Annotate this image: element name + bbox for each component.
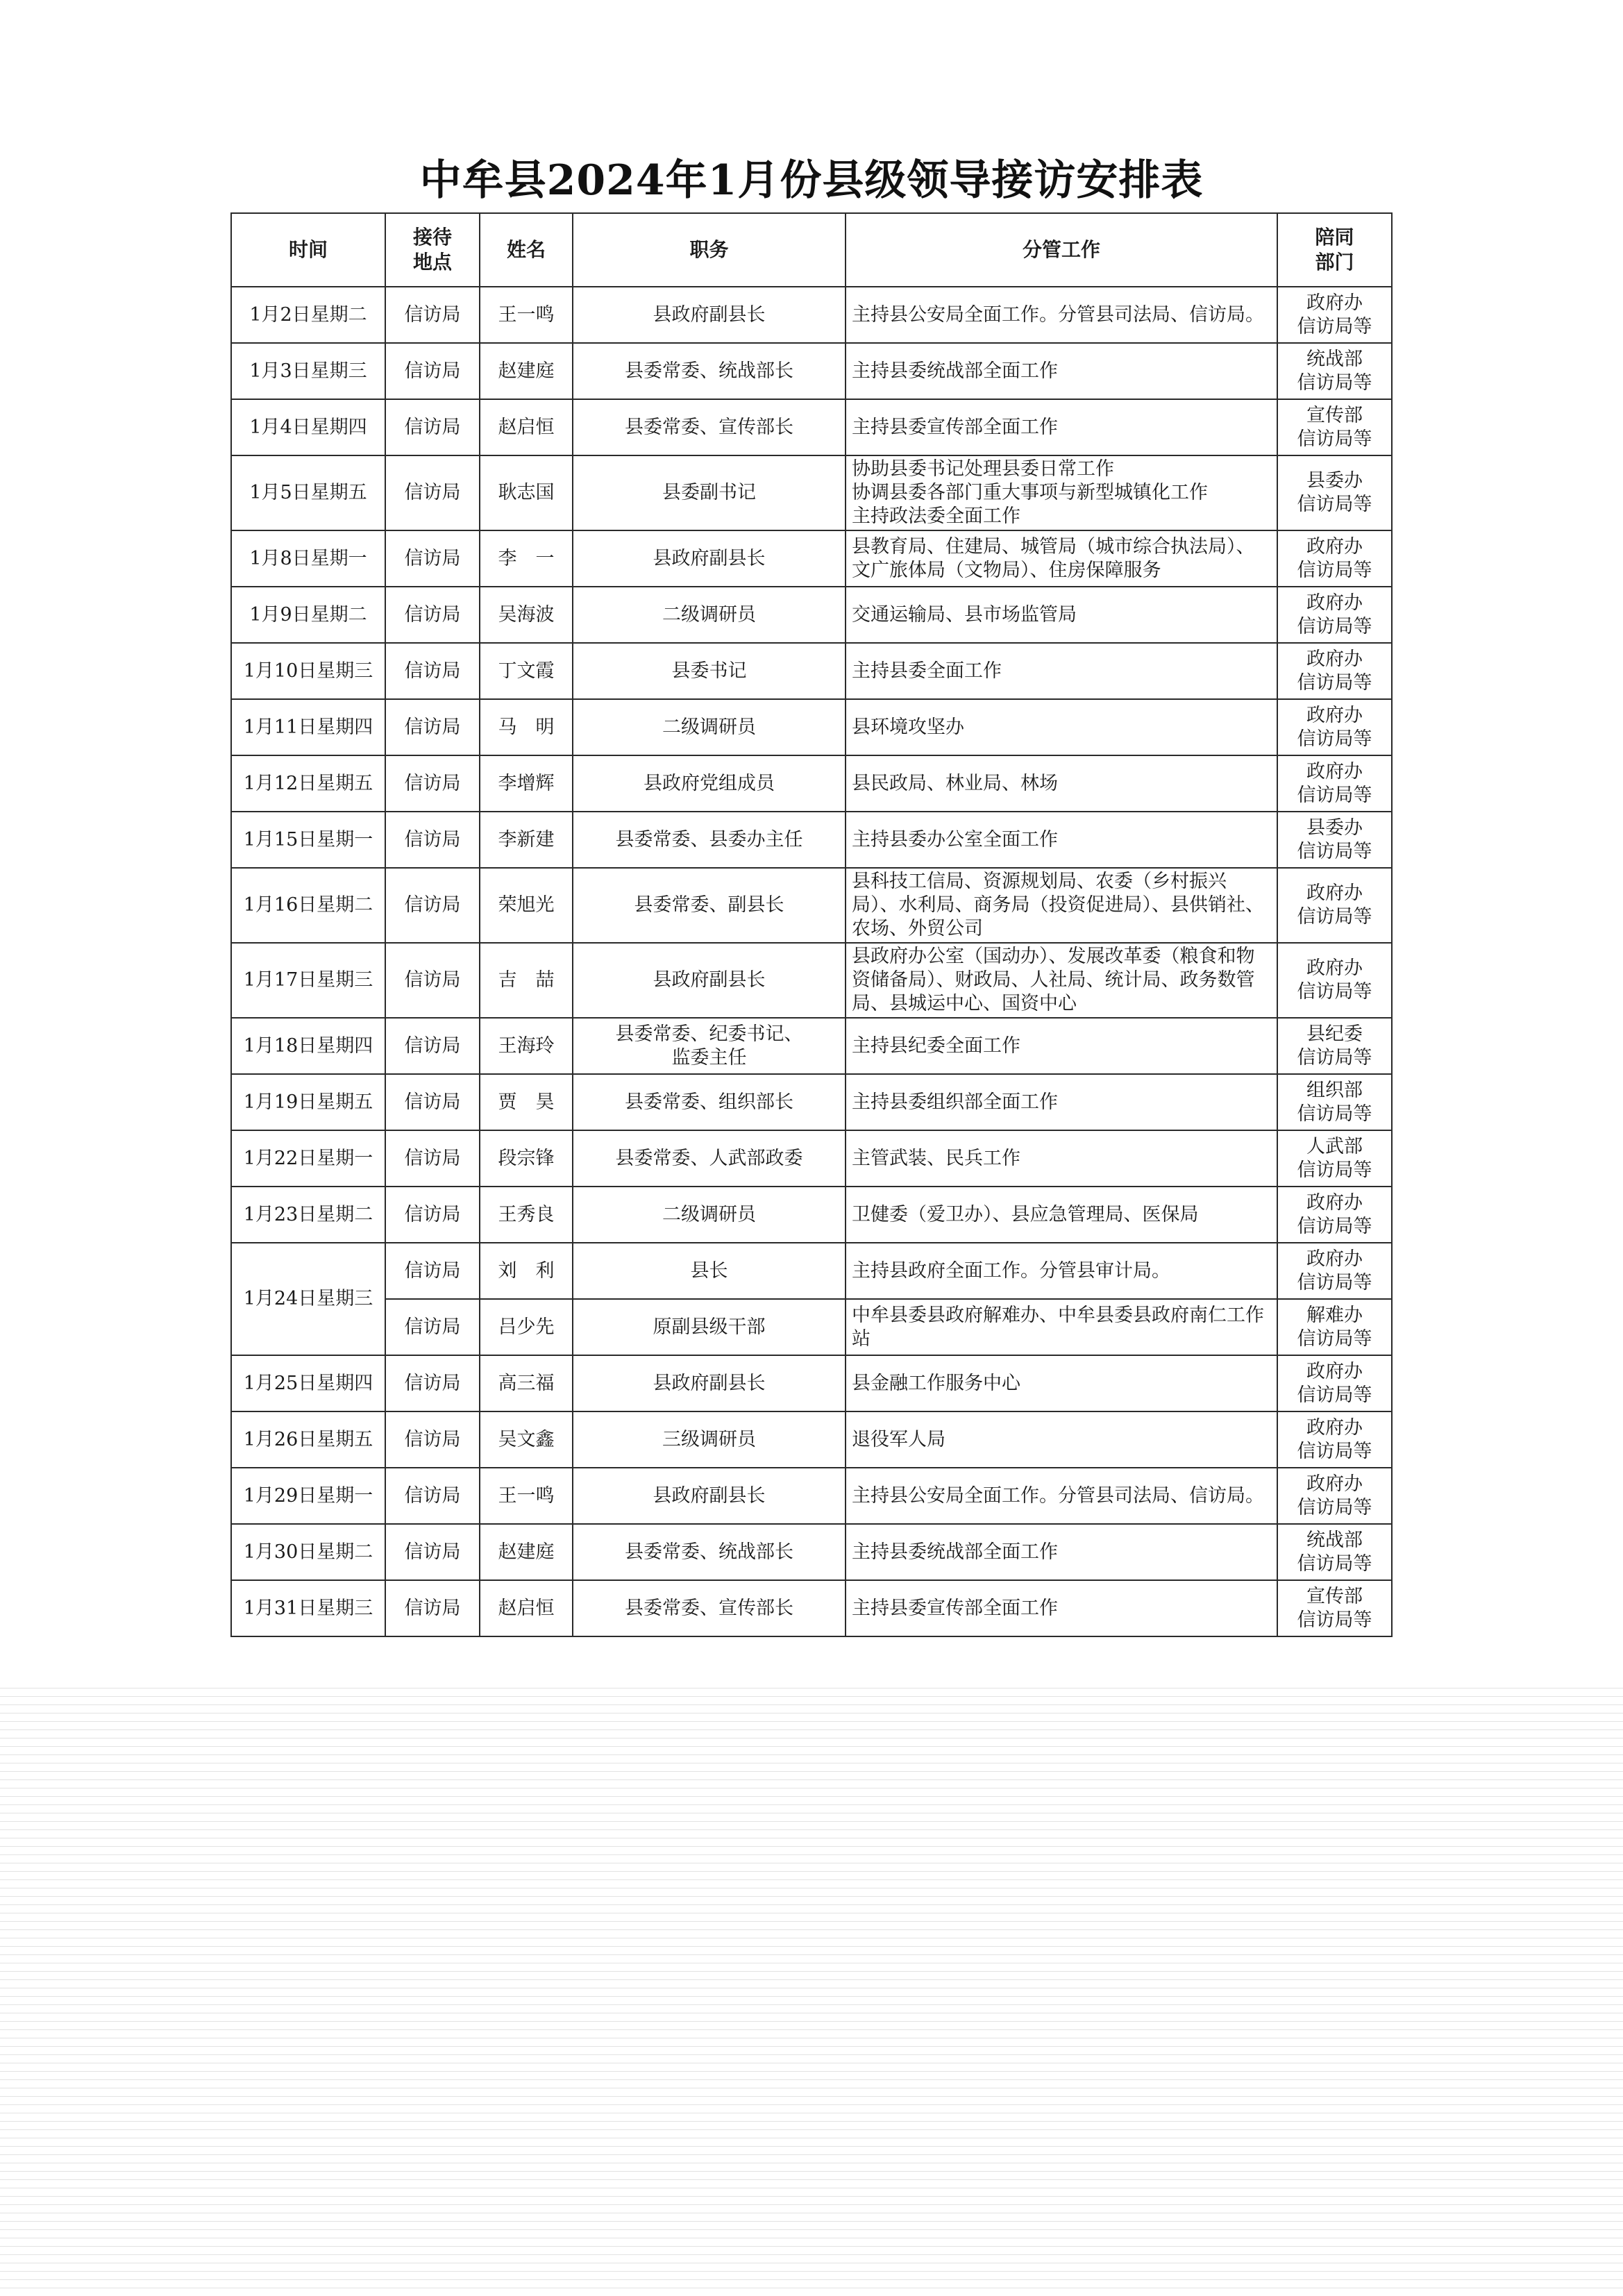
cell-dept: 政府办 信访局等 [1277, 1187, 1392, 1243]
cell-duties: 中牟县委县政府解难办、中牟县委县政府南仁工作站 [846, 1299, 1277, 1355]
cell-dept: 统战部 信访局等 [1277, 1524, 1392, 1580]
table-row [231, 643, 1392, 699]
table-row [231, 587, 1392, 643]
cell-duties: 县民政局、林业局、林场 [846, 755, 1277, 812]
cell-name: 李增辉 [480, 755, 573, 812]
cell-name: 李新建 [480, 812, 573, 868]
cell-dept: 政府办 信访局等 [1277, 1243, 1392, 1299]
cell-location: 信访局 [385, 587, 480, 643]
cell-date: 1月30日星期二 [231, 1524, 385, 1580]
cell-position: 县委常委、纪委书记、 监委主任 [573, 1018, 846, 1074]
table-row [231, 1524, 1392, 1580]
cell-name: 王秀良 [480, 1187, 573, 1243]
cell-position: 二级调研员 [573, 1187, 846, 1243]
cell-dept: 县委办 信访局等 [1277, 455, 1392, 530]
table-row [231, 455, 1392, 530]
cell-position: 县委副书记 [573, 455, 846, 530]
cell-position: 县委常委、副县长 [573, 868, 846, 943]
cell-dept: 政府办 信访局等 [1277, 587, 1392, 643]
cell-name: 赵启恒 [480, 1580, 573, 1636]
cell-date: 1月17日星期三 [231, 943, 385, 1018]
cell-name: 耿志国 [480, 455, 573, 530]
cell-date: 1月31日星期三 [231, 1580, 385, 1636]
cell-position: 县委常委、组织部长 [573, 1074, 846, 1130]
table-row [231, 812, 1392, 868]
cell-duties: 县金融工作服务中心 [846, 1355, 1277, 1411]
cell-dept: 解难办 信访局等 [1277, 1299, 1392, 1355]
table-row [231, 1355, 1392, 1411]
cell-location: 信访局 [385, 643, 480, 699]
cell-dept: 统战部 信访局等 [1277, 343, 1392, 399]
cell-name: 吴文鑫 [480, 1411, 573, 1468]
cell-name: 高三福 [480, 1355, 573, 1411]
cell-position: 三级调研员 [573, 1411, 846, 1468]
table-header-row [231, 213, 1392, 287]
cell-location: 信访局 [385, 812, 480, 868]
cell-date: 1月25日星期四 [231, 1355, 385, 1411]
cell-dept: 组织部 信访局等 [1277, 1074, 1392, 1130]
table-row [231, 1130, 1392, 1187]
cell-location: 信访局 [385, 530, 480, 587]
cell-location: 信访局 [385, 455, 480, 530]
cell-duties: 协助县委书记处理县委日常工作 协调县委各部门重大事项与新型城镇化工作 主持政法委全面工作 [846, 455, 1277, 530]
cell-name: 王一鸣 [480, 1468, 573, 1524]
table-row [231, 1243, 1392, 1299]
cell-location: 信访局 [385, 343, 480, 399]
cell-position: 二级调研员 [573, 587, 846, 643]
cell-position: 县政府副县长 [573, 1355, 846, 1411]
cell-position: 县委常委、统战部长 [573, 343, 846, 399]
cell-date: 1月19日星期五 [231, 1074, 385, 1130]
cell-dept: 政府办 信访局等 [1277, 1411, 1392, 1468]
table-row [231, 530, 1392, 587]
table-row [231, 755, 1392, 812]
cell-date: 1月26日星期五 [231, 1411, 385, 1468]
header-duties: 分管工作 [846, 213, 1277, 287]
cell-name: 王海玲 [480, 1018, 573, 1074]
cell-duties: 主持县委组织部全面工作 [846, 1074, 1277, 1130]
cell-date: 1月29日星期一 [231, 1468, 385, 1524]
table-row [231, 1580, 1392, 1636]
cell-dept: 县委办 信访局等 [1277, 812, 1392, 868]
table-row [231, 343, 1392, 399]
cell-position: 县委常委、人武部政委 [573, 1130, 846, 1187]
table-row [231, 699, 1392, 755]
cell-duties: 主持县政府全面工作。分管县审计局。 [846, 1243, 1277, 1299]
cell-name: 吕少先 [480, 1299, 573, 1355]
cell-duties: 主持县委办公室全面工作 [846, 812, 1277, 868]
cell-duties: 县环境攻坚办 [846, 699, 1277, 755]
cell-name: 赵建庭 [480, 1524, 573, 1580]
cell-name: 赵建庭 [480, 343, 573, 399]
cell-date: 1月22日星期一 [231, 1130, 385, 1187]
table-row [231, 399, 1392, 455]
cell-position: 县政府党组成员 [573, 755, 846, 812]
table-row [231, 1411, 1392, 1468]
cell-date: 1月12日星期五 [231, 755, 385, 812]
cell-position: 县委书记 [573, 643, 846, 699]
cell-date: 1月24日星期三 [231, 1243, 385, 1355]
cell-location: 信访局 [385, 755, 480, 812]
cell-position: 县政府副县长 [573, 1468, 846, 1524]
header-dept: 陪同 部门 [1277, 213, 1392, 287]
cell-name: 吉 喆 [480, 943, 573, 1018]
table-row [231, 1468, 1392, 1524]
cell-name: 段宗锋 [480, 1130, 573, 1187]
cell-location: 信访局 [385, 1018, 480, 1074]
cell-dept: 政府办 信访局等 [1277, 287, 1392, 343]
cell-location: 信访局 [385, 1411, 480, 1468]
cell-dept: 宣传部 信访局等 [1277, 399, 1392, 455]
cell-position: 原副县级干部 [573, 1299, 846, 1355]
cell-dept: 政府办 信访局等 [1277, 1468, 1392, 1524]
cell-dept: 政府办 信访局等 [1277, 868, 1392, 943]
cell-dept: 政府办 信访局等 [1277, 943, 1392, 1018]
table-body [231, 287, 1392, 1636]
cell-location: 信访局 [385, 1243, 480, 1299]
cell-duties: 县科技工信局、资源规划局、农委（乡村振兴局）、水利局、商务局（投资促进局）、县供销社、农场、外贸公司 [846, 868, 1277, 943]
cell-duties: 主持县委统战部全面工作 [846, 1524, 1277, 1580]
cell-position: 县政府副县长 [573, 943, 846, 1018]
cell-name: 李 一 [480, 530, 573, 587]
cell-location: 信访局 [385, 1187, 480, 1243]
cell-location: 信访局 [385, 1580, 480, 1636]
cell-date: 1月23日星期二 [231, 1187, 385, 1243]
cell-duties: 主持县公安局全面工作。分管县司法局、信访局。 [846, 1468, 1277, 1524]
cell-location: 信访局 [385, 1074, 480, 1130]
cell-location: 信访局 [385, 1130, 480, 1187]
table-row [231, 943, 1392, 1018]
cell-date: 1月3日星期三 [231, 343, 385, 399]
table-row [231, 287, 1392, 343]
cell-date: 1月15日星期一 [231, 812, 385, 868]
cell-duties: 主管武装、民兵工作 [846, 1130, 1277, 1187]
cell-dept: 县纪委 信访局等 [1277, 1018, 1392, 1074]
cell-date: 1月8日星期一 [231, 530, 385, 587]
cell-position: 二级调研员 [573, 699, 846, 755]
cell-name: 贾 昊 [480, 1074, 573, 1130]
cell-date: 1月5日星期五 [231, 455, 385, 530]
cell-date: 1月4日星期四 [231, 399, 385, 455]
header-name: 姓名 [480, 213, 573, 287]
cell-dept: 政府办 信访局等 [1277, 530, 1392, 587]
cell-dept: 政府办 信访局等 [1277, 1355, 1392, 1411]
cell-duties: 交通运输局、县市场监管局 [846, 587, 1277, 643]
cell-location: 信访局 [385, 287, 480, 343]
cell-name: 赵启恒 [480, 399, 573, 455]
cell-duties: 退役军人局 [846, 1411, 1277, 1468]
cell-duties: 主持县公安局全面工作。分管县司法局、信访局。 [846, 287, 1277, 343]
cell-dept: 人武部 信访局等 [1277, 1130, 1392, 1187]
header-position: 职务 [573, 213, 846, 287]
table-row [231, 1074, 1392, 1130]
cell-duties: 主持县委全面工作 [846, 643, 1277, 699]
cell-name: 吴海波 [480, 587, 573, 643]
header-location: 接待 地点 [385, 213, 480, 287]
cell-location: 信访局 [385, 1524, 480, 1580]
cell-name: 马 明 [480, 699, 573, 755]
schedule-table [230, 212, 1393, 1637]
cell-name: 王一鸣 [480, 287, 573, 343]
cell-position: 县委常委、县委办主任 [573, 812, 846, 868]
cell-date: 1月11日星期四 [231, 699, 385, 755]
cell-duties: 县教育局、住建局、城管局（城市综合执法局）、文广旅体局（文物局）、住房保障服务 [846, 530, 1277, 587]
cell-name: 刘 利 [480, 1243, 573, 1299]
cell-date: 1月2日星期二 [231, 287, 385, 343]
cell-name: 丁文霞 [480, 643, 573, 699]
cell-location: 信访局 [385, 943, 480, 1018]
cell-position: 县委常委、统战部长 [573, 1524, 846, 1580]
cell-position: 县委常委、宣传部长 [573, 399, 846, 455]
cell-position: 县政府副县长 [573, 287, 846, 343]
cell-position: 县政府副县长 [573, 530, 846, 587]
cell-location: 信访局 [385, 1299, 480, 1355]
cell-duties: 主持县委宣传部全面工作 [846, 399, 1277, 455]
cell-duties: 主持县委统战部全面工作 [846, 343, 1277, 399]
cell-date: 1月9日星期二 [231, 587, 385, 643]
table-row [231, 1299, 1392, 1355]
cell-dept: 政府办 信访局等 [1277, 699, 1392, 755]
table-row [231, 1187, 1392, 1243]
cell-date: 1月10日星期三 [231, 643, 385, 699]
cell-duties: 主持县纪委全面工作 [846, 1018, 1277, 1074]
cell-location: 信访局 [385, 399, 480, 455]
cell-dept: 宣传部 信访局等 [1277, 1580, 1392, 1636]
cell-position: 县长 [573, 1243, 846, 1299]
cell-dept: 政府办 信访局等 [1277, 755, 1392, 812]
cell-date: 1月16日星期二 [231, 868, 385, 943]
cell-name: 荣旭光 [480, 868, 573, 943]
page-title: 中牟县2024年1月份县级领导接访安排表 [419, 156, 1204, 205]
cell-duties: 县政府办公室（国动办）、发展改革委（粮食和物资储备局）、财政局、人社局、统计局、政务数管局、县城运中心、国资中心 [846, 943, 1277, 1018]
cell-dept: 政府办 信访局等 [1277, 643, 1392, 699]
cell-location: 信访局 [385, 699, 480, 755]
cell-location: 信访局 [385, 1468, 480, 1524]
cell-duties: 卫健委（爱卫办）、县应急管理局、医保局 [846, 1187, 1277, 1243]
table-row [231, 868, 1392, 943]
header-time: 时间 [231, 213, 385, 287]
table-row [231, 1018, 1392, 1074]
cell-position: 县委常委、宣传部长 [573, 1580, 846, 1636]
cell-date: 1月18日星期四 [231, 1018, 385, 1074]
cell-location: 信访局 [385, 1355, 480, 1411]
cell-location: 信访局 [385, 868, 480, 943]
cell-duties: 主持县委宣传部全面工作 [846, 1580, 1277, 1636]
